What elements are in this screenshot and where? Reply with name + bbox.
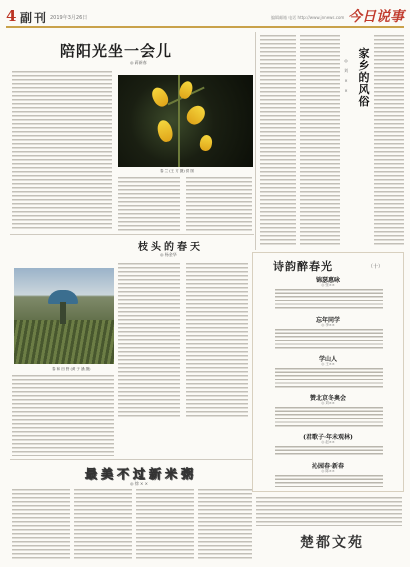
- field-photo-caption: 春 和 田 野 (黄 子 涵 摄): [52, 367, 91, 371]
- right-article-title: 家 乡 的 风 俗: [358, 47, 370, 108]
- section-name: 副刊: [20, 11, 49, 25]
- main-article-body-col2: [118, 176, 180, 231]
- main-article-title: 陪阳光坐一会儿: [60, 42, 173, 60]
- spring-article-body-col1: [118, 262, 180, 418]
- bottom-article-body-col2: [74, 488, 132, 560]
- bottom-article-body-col4: [198, 488, 252, 560]
- poetry-section-subtitle: （十）: [368, 264, 384, 270]
- poem-title: 忘年同学: [315, 317, 340, 324]
- poem-body: [275, 406, 383, 428]
- page-number: 4: [6, 7, 17, 25]
- spring-article-title: 枝头的春天: [138, 242, 203, 253]
- bottom-article-byline: ◎ 徐 × ×: [130, 481, 149, 486]
- poem-author: ◎ 刘××: [321, 401, 335, 405]
- field-photo: [14, 268, 114, 364]
- spring-article-byline: ◎ 杨金华: [160, 252, 177, 257]
- poem-title: 锦瑟惠咏: [315, 277, 340, 284]
- poem-title: 沁园春·新春: [311, 463, 345, 470]
- poem-body: [275, 328, 383, 350]
- poem-author: ◎ 李××: [321, 323, 335, 327]
- flower-photo-caption: 春 兰 (王 方 摄) 供 图: [160, 169, 194, 173]
- editor-note: [256, 496, 402, 526]
- right-article-body-col2: [300, 34, 340, 246]
- poem-body: [275, 288, 383, 310]
- bottom-article-body-col1: [12, 488, 70, 560]
- poem-author: ◎ 张××: [321, 283, 335, 287]
- poem-author: ◎ 赵××: [321, 440, 335, 444]
- bottom-article-title: 最美不过新米粥: [85, 467, 198, 481]
- right-article-body-col1: [260, 34, 296, 246]
- poem-body: [275, 445, 383, 457]
- main-article-body-col1: [12, 70, 112, 230]
- poem-author: ◎ 王××: [321, 362, 335, 366]
- poem-author: ◎ 陈××: [321, 469, 335, 473]
- poem-title: 赞北京冬奥会: [309, 395, 346, 402]
- main-article-body-col3: [186, 176, 252, 231]
- column-logo: 楚都文苑: [300, 535, 364, 551]
- bottom-article-body-col3: [136, 488, 194, 560]
- poem-body: [275, 367, 383, 389]
- poetry-section-title: 诗韵醉春光: [273, 260, 333, 273]
- newspaper-logo: 今日说事: [348, 9, 404, 25]
- flower-photo: [118, 75, 253, 167]
- poetry-section: [252, 252, 404, 492]
- right-article-body-col3: [374, 34, 404, 246]
- spring-article-body-col2: [186, 262, 248, 418]
- poem-body: [275, 474, 383, 488]
- issue-date: 2019年3月26日: [50, 15, 88, 21]
- masthead: [6, 6, 404, 28]
- main-article-byline: ◎ 蒋新春: [130, 60, 147, 65]
- right-article-byline: ◎ 刘 × ×: [344, 58, 348, 93]
- spring-article-body-col0: [12, 374, 114, 456]
- poem-title: 学山人: [318, 356, 337, 363]
- poem-title: (君歌子·年未观林): [303, 434, 353, 441]
- masthead-meta: 编辑邮箱 电话 http://www.jnnews.com: [271, 15, 345, 20]
